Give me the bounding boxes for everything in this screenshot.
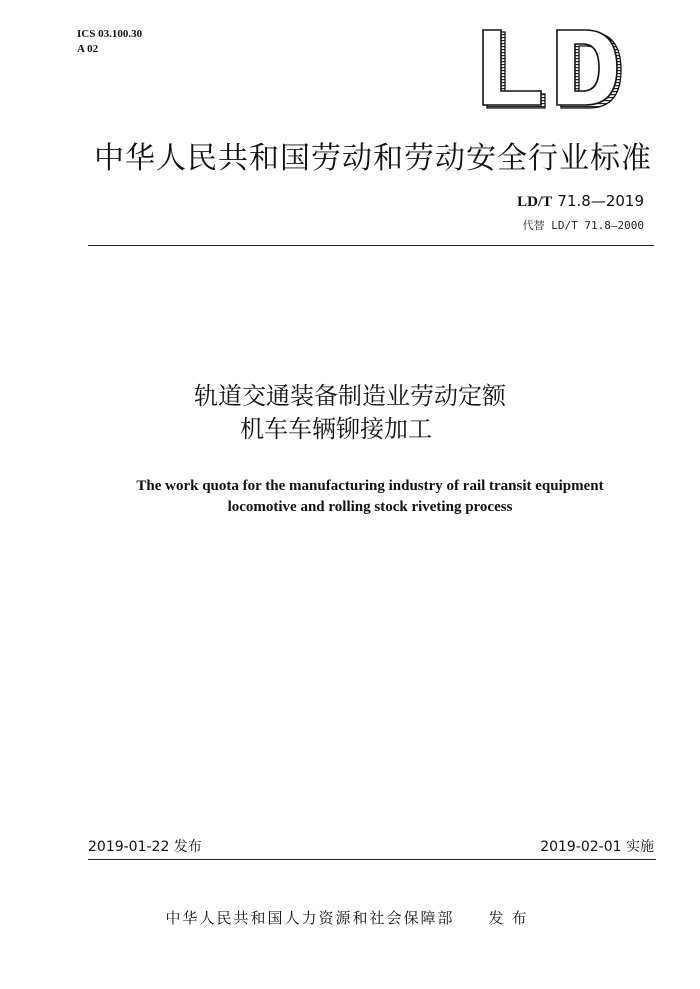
chinese-title-line-1: 轨道交通装备制造业劳动定额 — [194, 382, 506, 410]
ld-logo — [479, 28, 629, 110]
english-title-line-2: locomotive and rolling stock riveting process — [227, 499, 513, 515]
issuing-authority: 中华人民共和国人力资源和社会保障部 — [165, 909, 455, 927]
standard-number — [517, 192, 644, 211]
standard-prefix: LD/T — [517, 194, 553, 210]
authority-title: 中华人民共和国劳动和劳动安全行业标准 — [94, 141, 652, 176]
category-code: A 02 — [77, 43, 99, 55]
standard-number-value: 71.8—2019 — [557, 192, 644, 210]
top-divider — [88, 245, 654, 246]
chinese-title-line-2: 机车车辆铆接加工 — [240, 415, 432, 443]
publisher-line — [0, 907, 700, 928]
implementation-date: 2019-02-01 实施 — [540, 839, 654, 855]
classification-codes — [77, 27, 142, 57]
publish-verb: 发布 — [488, 909, 535, 927]
replaces-standard: 代替 LD/T 71.8—2000 — [522, 219, 644, 232]
english-title-line-1: The work quota for the manufacturing industry of rail transit equipment — [136, 478, 604, 494]
ics-code: ICS 03.100.30 — [77, 28, 143, 40]
english-title — [40, 476, 700, 518]
chinese-title — [0, 380, 700, 446]
issue-date: 2019-01-22 发布 — [88, 839, 202, 855]
ld-logo-graphic — [479, 28, 629, 110]
bottom-divider — [88, 859, 656, 860]
